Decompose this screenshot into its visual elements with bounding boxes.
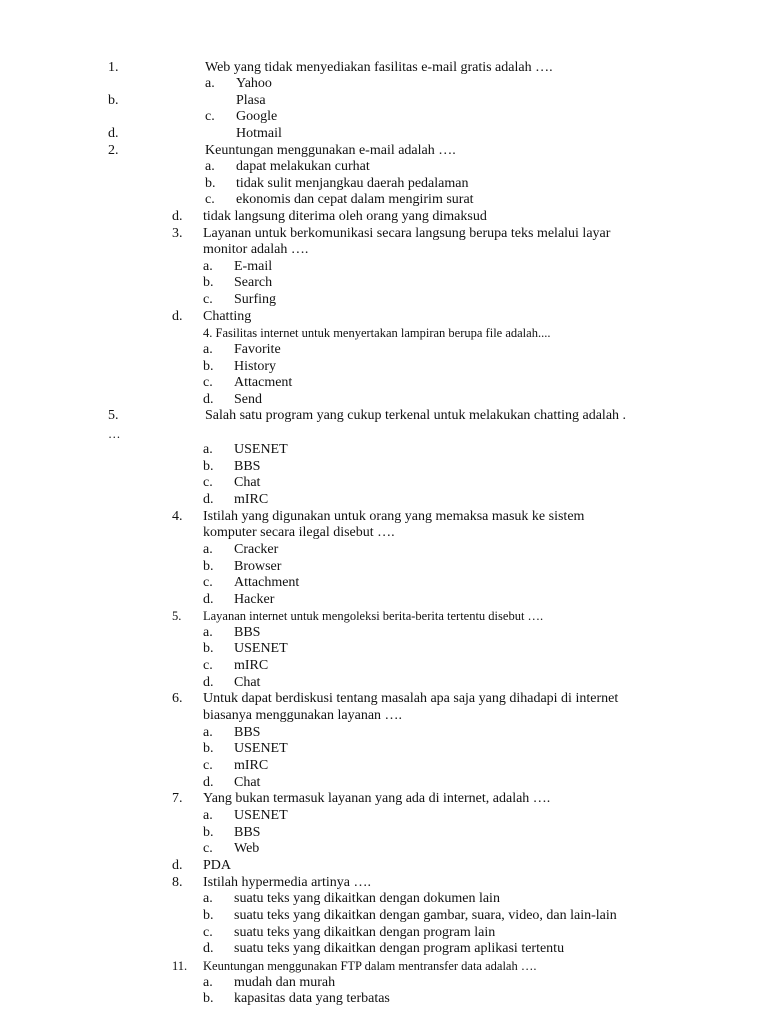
item-marker: c. (203, 658, 213, 673)
item-marker: d. (203, 492, 214, 507)
answer-option-text: suatu teks yang dikaitkan dengan dokumen lain (234, 891, 500, 906)
answer-option-text: Yahoo (236, 76, 272, 91)
item-marker: d. (203, 675, 214, 690)
answer-option-text: Send (234, 392, 262, 407)
answer-option-text: Hotmail (236, 126, 282, 141)
item-marker: 5. (108, 408, 119, 423)
answer-option-text: History (234, 359, 276, 374)
answer-option-text: Favorite (234, 342, 281, 357)
question-text: biasanya menggunakan layanan …. (203, 708, 403, 723)
answer-option-text: Cracker (234, 542, 279, 557)
answer-option-text: Google (236, 109, 278, 124)
item-marker: d. (203, 392, 214, 407)
item-marker: a. (203, 891, 213, 906)
item-marker: 6. (172, 691, 183, 706)
item-marker: b. (203, 908, 214, 923)
answer-option-text: Chat (234, 675, 261, 690)
question-text: 4. Fasilitas internet untuk menyertakan lampiran berupa file adalah.... (203, 326, 551, 340)
answer-option-text: Hacker (234, 592, 275, 607)
item-marker: 3. (172, 226, 183, 241)
item-marker: d. (108, 126, 119, 141)
item-marker: d. (172, 209, 183, 224)
answer-option-text: USENET (234, 442, 288, 457)
item-marker: 4. (172, 509, 183, 524)
question-text: Web yang tidak menyediakan fasilitas e-mail gratis adalah …. (205, 60, 553, 75)
item-marker: c. (203, 375, 213, 390)
item-marker: c. (203, 925, 213, 940)
item-marker: a. (203, 975, 213, 990)
item-marker: 2. (108, 143, 119, 158)
answer-option-text: suatu teks yang dikaitkan dengan program lain (234, 925, 496, 940)
answer-option-text: BBS (234, 625, 261, 640)
item-marker: c. (203, 758, 213, 773)
item-marker: c. (203, 841, 213, 856)
item-marker: d. (203, 941, 214, 956)
answer-option-text: PDA (203, 858, 232, 873)
answer-option-text: USENET (234, 741, 288, 756)
item-marker: b. (203, 641, 214, 656)
item-marker: c. (205, 109, 215, 124)
item-marker: c. (203, 575, 213, 590)
item-marker: a. (203, 442, 213, 457)
item-marker: a. (203, 259, 213, 274)
item-marker: d. (203, 592, 214, 607)
answer-option-text: Chat (234, 475, 261, 490)
question-text: Layanan untuk berkomunikasi secara langsung berupa teks melalui layar (203, 226, 611, 241)
answer-option-text: mIRC (234, 492, 269, 507)
answer-option-text: Browser (234, 559, 282, 574)
answer-option-text: dapat melakukan curhat (236, 159, 370, 174)
answer-option-text: USENET (234, 808, 288, 823)
question-text: komputer secara ilegal disebut …. (203, 525, 395, 540)
item-marker: c. (205, 192, 215, 207)
item-marker: a. (203, 808, 213, 823)
question-text: monitor adalah …. (203, 242, 309, 257)
answer-option-text: BBS (234, 459, 261, 474)
question-text: Untuk dapat berdiskusi tentang masalah apa saja yang dihadapi di internet (203, 691, 619, 706)
answer-option-text: Search (234, 275, 273, 290)
item-marker: a. (203, 725, 213, 740)
item-marker: b. (203, 825, 214, 840)
answer-option-text: suatu teks yang dikaitkan dengan gambar, suara, video, dan lain-lain (234, 908, 617, 923)
item-marker: b. (203, 459, 214, 474)
question-text: Yang bukan termasuk layanan yang ada di internet, adalah …. (203, 791, 551, 806)
item-marker: d. (203, 775, 214, 790)
item-marker: b. (203, 991, 214, 1006)
item-marker: d. (172, 309, 183, 324)
item-marker: … (108, 427, 121, 441)
item-marker: 7. (172, 791, 183, 806)
item-marker: b. (203, 741, 214, 756)
answer-option-text: suatu teks yang dikaitkan dengan program aplikasi tertentu (234, 941, 565, 956)
answer-option-text: Web (234, 841, 260, 856)
answer-option-text: tidak langsung diterima oleh orang yang dimaksud (203, 209, 487, 224)
answer-option-text: Plasa (236, 93, 266, 108)
item-marker: 8. (172, 875, 183, 890)
answer-option-text: USENET (234, 641, 288, 656)
item-marker: 5. (172, 609, 182, 623)
answer-option-text: mudah dan murah (234, 975, 336, 990)
answer-option-text: Chatting (203, 309, 252, 324)
answer-option-text: mIRC (234, 658, 269, 673)
item-marker: 1. (108, 60, 119, 75)
question-text: Istilah yang digunakan untuk orang yang memaksa masuk ke sistem (203, 509, 585, 524)
item-marker: d. (172, 858, 183, 873)
question-text: Keuntungan menggunakan FTP dalam mentransfer data adalah …. (203, 959, 537, 973)
answer-option-text: tidak sulit menjangkau daerah pedalaman (236, 176, 469, 191)
question-text: Layanan internet untuk mengoleksi berita-berita tertentu disebut …. (203, 609, 544, 623)
question-text: Istilah hypermedia artinya …. (203, 875, 371, 890)
answer-option-text: E-mail (234, 259, 273, 274)
item-marker: a. (205, 159, 215, 174)
answer-option-text: Chat (234, 775, 261, 790)
item-marker: a. (203, 542, 213, 557)
answer-option-text: BBS (234, 825, 261, 840)
answer-option-text: Attachment (234, 575, 300, 590)
answer-option-text: Surfing (234, 292, 276, 307)
item-marker: b. (203, 559, 214, 574)
item-marker: b. (203, 359, 214, 374)
item-marker: b. (203, 275, 214, 290)
item-marker: c. (203, 292, 213, 307)
question-text: Keuntungan menggunakan e-mail adalah …. (205, 143, 456, 158)
item-marker: b. (108, 93, 119, 108)
answer-option-text: mIRC (234, 758, 269, 773)
item-marker: c. (203, 475, 213, 490)
question-text: Salah satu program yang cukup terkenal untuk melakukan chatting adalah . (205, 408, 627, 423)
item-marker: a. (203, 625, 213, 640)
answer-option-text: BBS (234, 725, 261, 740)
answer-option-text: Attacment (234, 375, 293, 390)
item-marker: 11. (172, 959, 188, 973)
item-marker: a. (203, 342, 213, 357)
answer-option-text: kapasitas data yang terbatas (234, 991, 390, 1006)
item-marker: a. (205, 76, 215, 91)
answer-option-text: ekonomis dan cepat dalam mengirim surat (236, 192, 474, 207)
item-marker: b. (205, 176, 216, 191)
